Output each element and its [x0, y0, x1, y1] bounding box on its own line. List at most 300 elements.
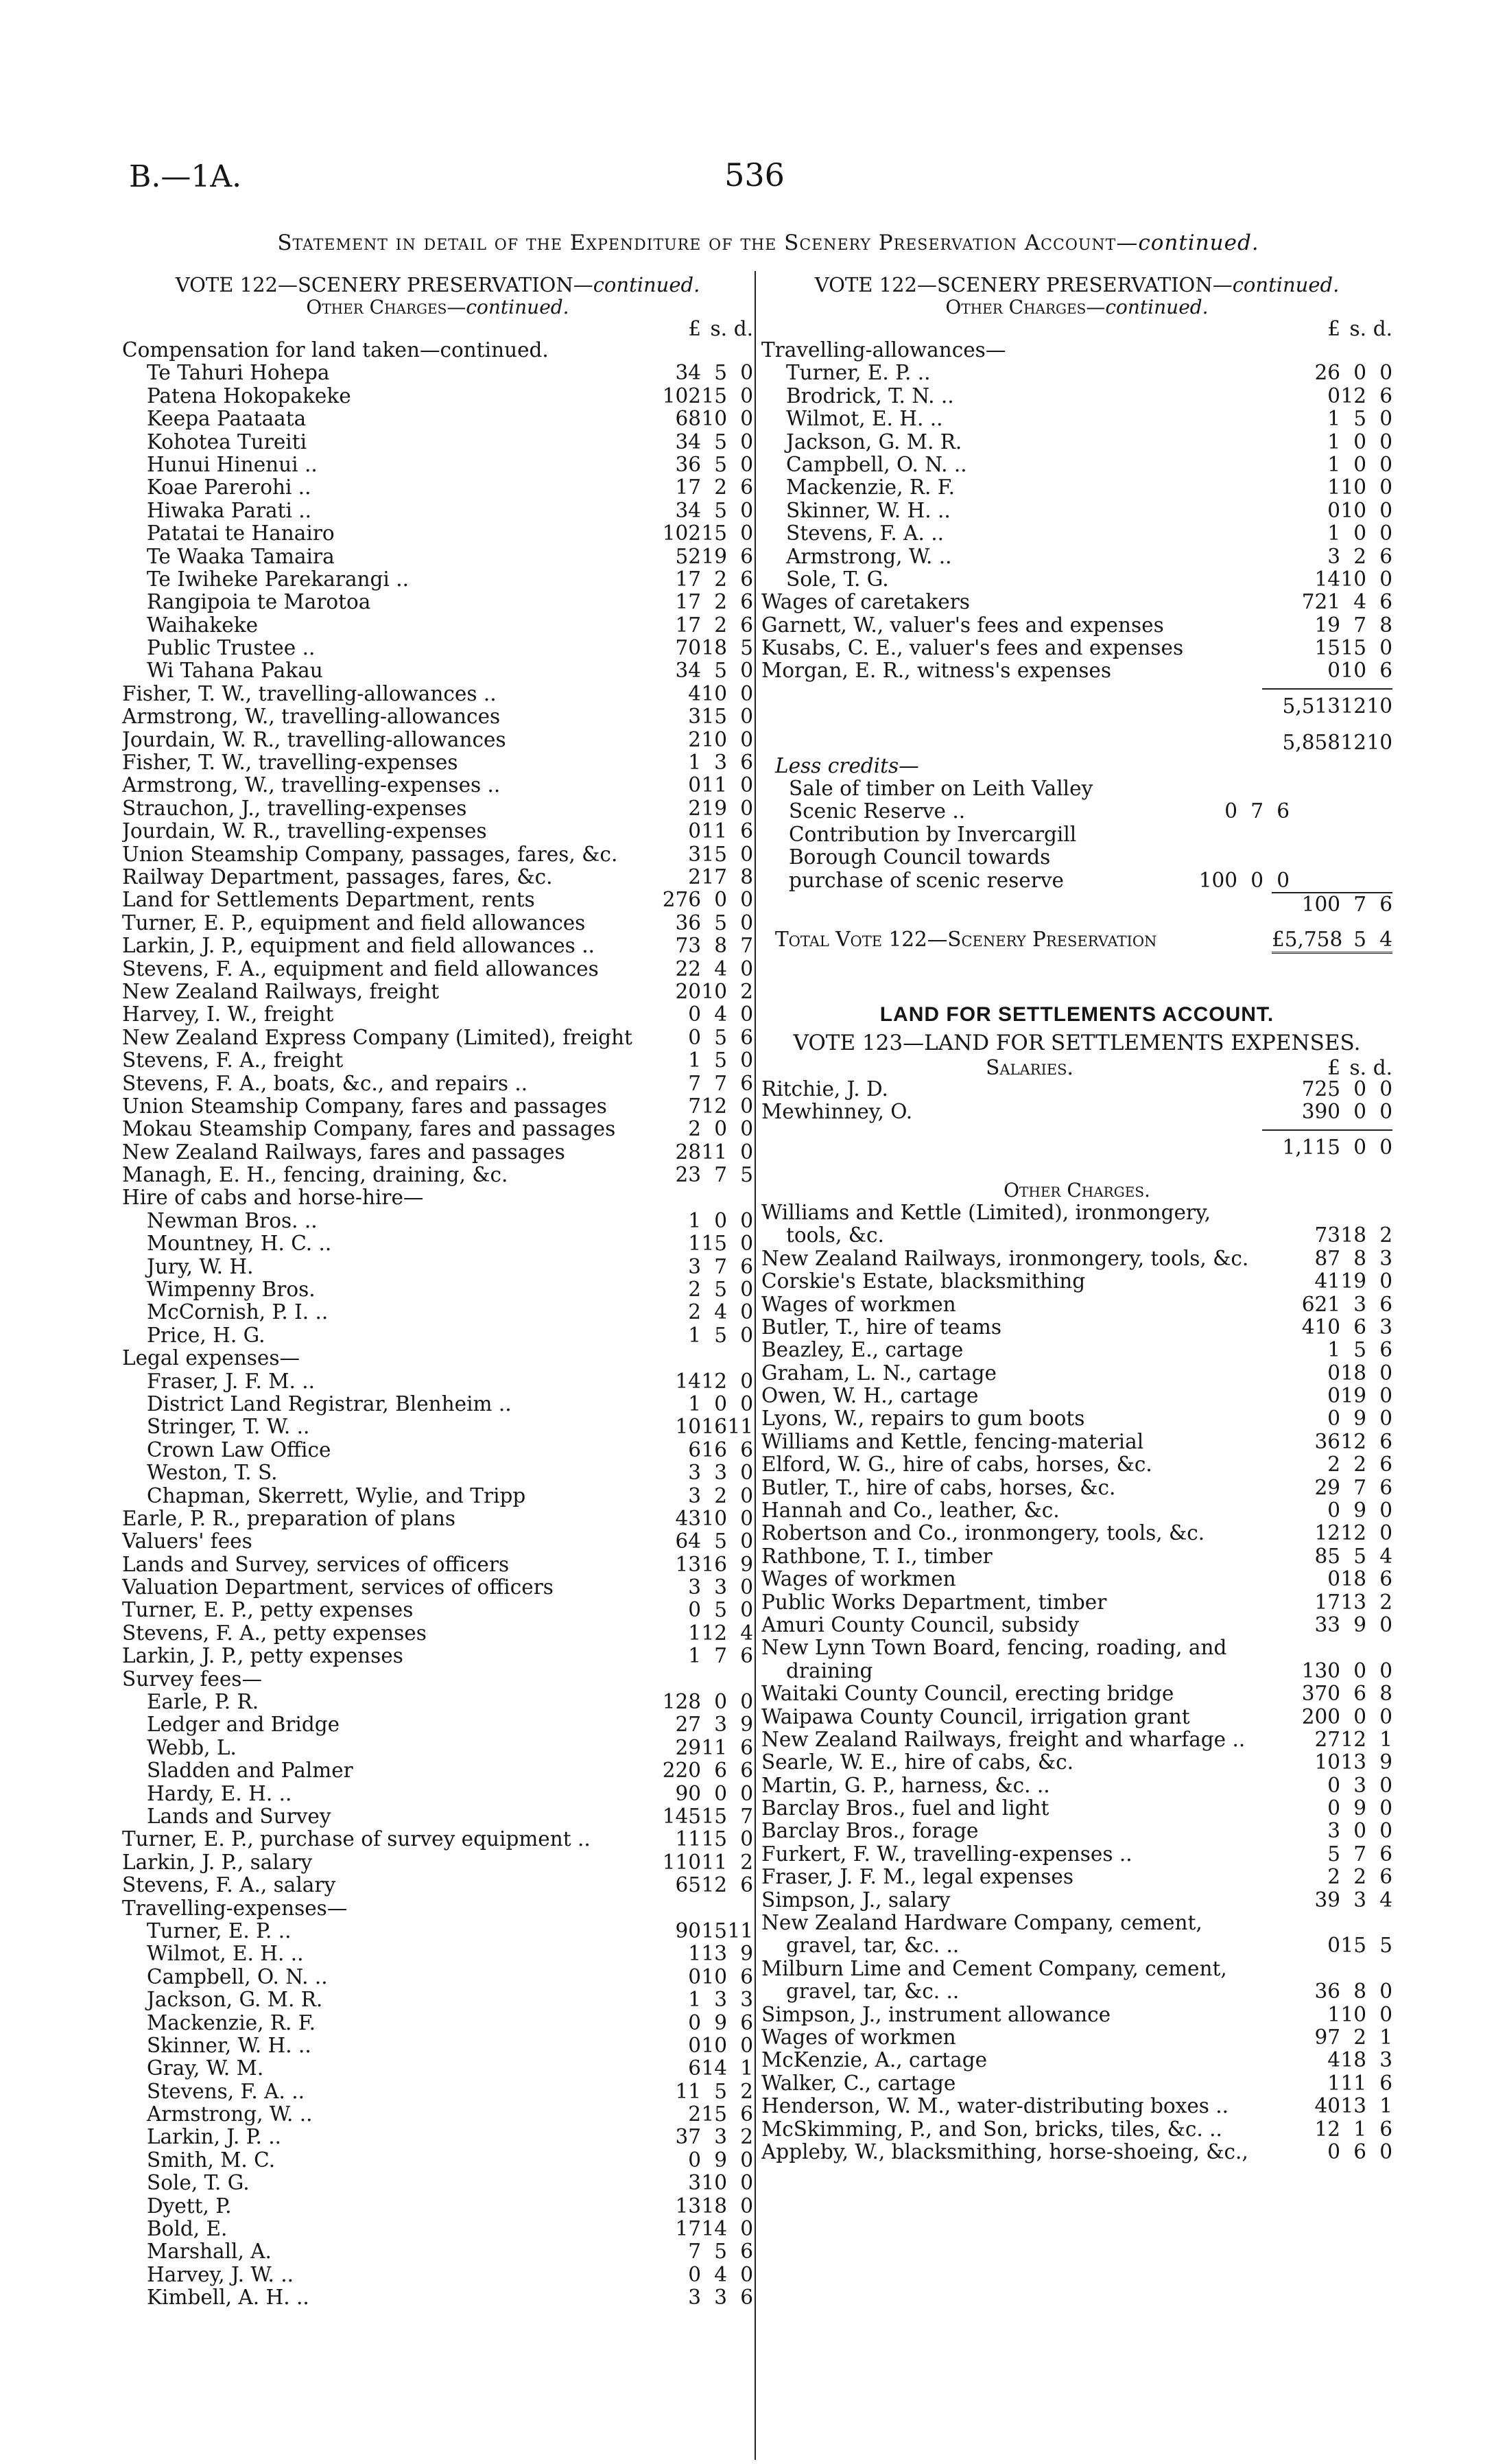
expenditure-row — [122, 2012, 753, 2034]
expenditure-label: Te Iwiheke Parekarangi .. — [147, 567, 410, 591]
expenditure-pounds: 110 — [662, 1850, 701, 1874]
expenditure-pounds: 0 — [688, 1025, 701, 1049]
land-charge-label: Walker, C., cartage — [761, 2072, 956, 2095]
expenditure-label: Bold, E. — [147, 2218, 228, 2241]
expenditure-label: Waihakeke — [147, 613, 259, 637]
expenditure-row — [761, 408, 1392, 430]
expenditure-row — [122, 1966, 753, 1988]
expenditure-label: Koae Parerohi .. — [147, 476, 311, 500]
land-charge-pounds: 2 — [1327, 1865, 1340, 1889]
expenditure-pence: 3 — [740, 1988, 753, 2012]
land-charge-row — [761, 1568, 1392, 1591]
credit-label: Scenic Reserve .. — [789, 800, 966, 823]
credit-label: purchase of scenic reserve — [789, 869, 1064, 892]
expenditure-pence: 6 — [740, 1071, 753, 1095]
expenditure-row — [122, 705, 753, 728]
expenditure-pounds: 6 — [688, 2056, 701, 2080]
expenditure-label: Larkin, J. P. .. — [147, 2126, 282, 2149]
expenditure-pounds: 145 — [662, 1805, 701, 1828]
land-charge-pence: 0 — [1379, 1521, 1392, 1545]
expenditure-pounds: 65 — [675, 1873, 701, 1897]
land-charge-row — [761, 1270, 1392, 1293]
land-charge-pence: 3 — [1379, 1246, 1392, 1270]
land-charge-pence: 6 — [1379, 1338, 1392, 1362]
expenditure-label: Harvey, J. W. .. — [147, 2263, 294, 2286]
expenditure-row — [761, 500, 1392, 522]
expenditure-row — [122, 2218, 753, 2240]
expenditure-pounds: 3 — [688, 2286, 701, 2310]
expenditure-pounds: 3 — [688, 1254, 701, 1278]
land-charge-label: Lyons, W., repairs to gum boots — [761, 1407, 1085, 1431]
expenditure-pence: 6 — [740, 476, 753, 500]
expenditure-shillings: 0 — [714, 1208, 727, 1232]
expenditure-pence: 6 — [740, 751, 753, 775]
expenditure-row — [122, 1783, 753, 1805]
subtotal-pence: 10 — [1366, 694, 1392, 718]
expenditure-row — [122, 1530, 753, 1553]
land-charge-row — [761, 1339, 1392, 1361]
expenditure-row — [122, 1118, 753, 1140]
expenditure-pence: 0 — [1379, 636, 1392, 660]
land-charge-label: Butler, T., hire of cabs, horses, &c. — [761, 1476, 1116, 1499]
right-vote-title: VOTE 122—SCENERY PRESERVATION — [814, 273, 1213, 296]
land-charge-row — [761, 1843, 1392, 1866]
salary-label: Ritchie, J. D. — [761, 1077, 888, 1101]
expenditure-pence: 6 — [740, 2286, 753, 2310]
land-charge-pounds: 27 — [1314, 1727, 1340, 1751]
left-rows — [122, 339, 753, 2310]
vote-total-pounds: £5,758 — [1272, 928, 1343, 952]
land-charge-pence: 0 — [1379, 1658, 1392, 1682]
land-charge-pounds: 0 — [1327, 1796, 1340, 1820]
land-charge-pounds: 85 — [1314, 1544, 1340, 1568]
expenditure-pence: 6 — [740, 1254, 753, 1278]
expenditure-shillings: 12 — [701, 1369, 727, 1393]
expenditure-pence: 0 — [740, 1781, 753, 1805]
expenditure-shillings: 12 — [701, 1621, 727, 1645]
expenditure-label: Mokau Steamship Company, fares and passages — [122, 1118, 616, 1141]
expenditure-row — [122, 1232, 753, 1255]
expenditure-pounds: 6 — [688, 1438, 701, 1462]
land-charge-label: New Lynn Town Board, fencing, roading, and — [761, 1636, 1227, 1660]
land-charge-shillings: 9 — [1353, 1612, 1366, 1636]
expenditure-pence: 6 — [740, 590, 753, 614]
land-charge-row — [761, 1636, 1392, 1659]
expenditure-pounds: 90 — [675, 1781, 701, 1805]
expenditure-label: Compensation for land taken—continued. — [122, 339, 549, 362]
credits-total-pounds: 100 — [1301, 892, 1340, 916]
right-shillings-header: s. — [1349, 317, 1366, 340]
land-charge-row — [761, 1316, 1392, 1339]
land-charge-pence: 0 — [1379, 1980, 1392, 2004]
land-charge-pence: 0 — [1379, 1407, 1392, 1431]
salary-pence: 0 — [1379, 1077, 1392, 1101]
expenditure-pence: 8 — [1379, 613, 1392, 637]
expenditure-pounds: 17 — [675, 2217, 701, 2241]
land-charge-label: Waitaki County Council, erecting bridge — [761, 1682, 1174, 1706]
land-pounds-header: £ — [1327, 1055, 1340, 1079]
expenditure-pence: 6 — [740, 2240, 753, 2264]
credit-pence: 0 — [1277, 868, 1290, 892]
expenditure-label: New Zealand Railways, fares and passages — [122, 1140, 565, 1164]
expenditure-pounds: 102 — [662, 521, 701, 545]
expenditure-shillings: 10 — [701, 2171, 727, 2195]
land-charge-pence: 6 — [1379, 1865, 1392, 1889]
expenditure-label: Harvey, I. W., freight — [122, 1003, 334, 1026]
expenditure-pounds: 27 — [675, 1713, 701, 1737]
land-charge-label: Furkert, F. W., travelling-expenses .. — [761, 1842, 1132, 1866]
expenditure-pence: 0 — [740, 773, 753, 797]
gross-shillings: 12 — [1340, 731, 1366, 755]
expenditure-pence: 4 — [740, 1621, 753, 1645]
expenditure-pence: 0 — [740, 452, 753, 476]
expenditure-pence: 9 — [740, 1942, 753, 1966]
left-vote-heading — [122, 273, 753, 296]
land-charge-pounds: 36 — [1314, 1429, 1340, 1453]
land-charge-pence: 6 — [1379, 1475, 1392, 1499]
expenditure-label: Stevens, F. A., petty expenses — [122, 1621, 427, 1645]
expenditure-pence: 0 — [740, 1300, 753, 1324]
land-charge-pence: 4 — [1379, 1544, 1392, 1568]
expenditure-pounds: 1 — [688, 1621, 701, 1645]
expenditure-label: Turner, E. P., equipment and field allowances — [122, 911, 586, 935]
expenditure-label: Patatai te Hanairo — [147, 522, 335, 545]
expenditure-row — [122, 820, 753, 843]
land-charge-shillings: 0 — [1353, 1658, 1366, 1682]
expenditure-row — [122, 2034, 753, 2057]
expenditure-shillings: 9 — [714, 2148, 727, 2172]
expenditure-pence: 0 — [740, 2217, 753, 2241]
expenditure-row — [122, 751, 753, 774]
expenditure-shillings: 10 — [701, 681, 727, 705]
expenditure-pence: 11 — [727, 1919, 753, 1943]
expenditure-shillings: 14 — [701, 2056, 727, 2080]
land-charge-pounds: 97 — [1314, 2026, 1340, 2049]
expenditure-row — [122, 385, 753, 408]
expenditure-pounds: 1 — [1327, 452, 1340, 476]
expenditure-label: Mackenzie, R. F. — [786, 476, 956, 500]
expenditure-shillings: 2 — [714, 613, 727, 637]
land-charge-pounds: 0 — [1327, 1499, 1340, 1523]
expenditure-shillings: 0 — [1353, 521, 1366, 545]
land-charge-shillings: 1 — [1353, 2117, 1366, 2141]
land-charge-row — [761, 2026, 1392, 2049]
expenditure-row — [122, 2103, 753, 2126]
expenditure-pounds: 3 — [688, 1483, 701, 1507]
land-charge-row — [761, 1591, 1392, 1614]
expenditure-pounds: 29 — [675, 1735, 701, 1759]
salary-total-row — [761, 1136, 1392, 1159]
expenditure-pounds: 3 — [688, 842, 701, 866]
expenditure-pounds: 2 — [688, 1300, 701, 1324]
expenditure-shillings: 15 — [701, 1805, 727, 1828]
expenditure-pounds: 10 — [675, 1415, 701, 1439]
expenditure-pence: 2 — [740, 2125, 753, 2149]
expenditure-row — [122, 2286, 753, 2309]
expenditure-pounds: 36 — [675, 911, 701, 935]
expenditure-shillings: 12 — [1340, 384, 1366, 408]
expenditure-row — [761, 591, 1392, 613]
land-charge-shillings: 7 — [1353, 1475, 1366, 1499]
expenditure-shillings: 10 — [701, 1506, 727, 1530]
expenditure-label: Kusabs, C. E., valuer's fees and expenses — [761, 637, 1184, 660]
land-charge-pounds: 0 — [1327, 1773, 1340, 1797]
land-charge-label: Graham, L. N., cartage — [761, 1361, 997, 1385]
expenditure-row — [122, 1645, 753, 1667]
left-pence-header: d. — [733, 317, 753, 340]
land-charge-row — [761, 2095, 1392, 2117]
expenditure-pounds: 13 — [675, 2194, 701, 2218]
expenditure-shillings: 3 — [714, 1713, 727, 1737]
expenditure-pounds: 3 — [688, 1575, 701, 1599]
land-charge-shillings: 6 — [1353, 1315, 1366, 1339]
expenditure-pounds: 1 — [1327, 476, 1340, 500]
expenditure-row — [122, 1439, 753, 1462]
land-charge-row — [761, 1385, 1392, 1407]
land-charge-pounds: 39 — [1314, 1888, 1340, 1912]
expenditure-pounds: 37 — [675, 2125, 701, 2149]
expenditure-shillings: 15 — [701, 1827, 727, 1851]
land-charge-label: gravel, tar, &c. .. — [786, 1980, 960, 2004]
expenditure-shillings: 6 — [714, 1759, 727, 1783]
vote-total-pence: 4 — [1379, 928, 1392, 952]
expenditure-shillings: 16 — [701, 1552, 727, 1576]
expenditure-row — [122, 981, 753, 1003]
expenditure-pence: 0 — [740, 1483, 753, 1507]
expenditure-pounds: 0 — [1327, 659, 1340, 683]
land-charge-shillings: 6 — [1353, 2139, 1366, 2163]
land-charge-shillings: 3 — [1353, 1773, 1366, 1797]
expenditure-pence: 0 — [1379, 430, 1392, 454]
expenditure-pence: 0 — [740, 1392, 753, 1416]
subtotal-row — [761, 695, 1392, 718]
expenditure-row — [122, 1072, 753, 1095]
land-charge-shillings: 12 — [1340, 1727, 1366, 1751]
expenditure-pence: 5 — [740, 636, 753, 660]
expenditure-label: Chapman, Skerrett, Wylie, and Tripp — [147, 1484, 526, 1507]
expenditure-row — [122, 1759, 753, 1782]
expenditure-pence: 6 — [1379, 590, 1392, 614]
expenditure-pence: 0 — [740, 705, 753, 729]
expenditure-pence: 0 — [740, 1529, 753, 1553]
land-charge-pounds: 4 — [1327, 2048, 1340, 2072]
land-charge-label: Williams and Kettle (Limited), ironmongery, — [761, 1201, 1211, 1224]
expenditure-row — [122, 2057, 753, 2080]
expenditure-label: Patena Hokopakeke — [147, 384, 351, 408]
expenditure-row — [122, 1324, 753, 1347]
expenditure-row — [122, 659, 753, 682]
expenditure-label: Wi Tahana Pakau — [147, 659, 323, 683]
expenditure-pounds: 15 — [1314, 636, 1340, 660]
land-charge-pence: 2 — [1379, 1590, 1392, 1614]
expenditure-pounds: 14 — [1314, 567, 1340, 591]
expenditure-pence: 0 — [740, 727, 753, 751]
land-charge-label: Amuri County Council, subsidy — [761, 1613, 1080, 1636]
statement-title-cont: —continued. — [1116, 231, 1259, 255]
credit-row — [761, 777, 1392, 800]
credit-shillings: 0 — [1250, 868, 1263, 892]
land-charge-pounds: 5 — [1327, 1842, 1340, 1866]
land-charge-label: Hannah and Co., leather, &c. — [761, 1499, 1060, 1523]
expenditure-pence: 0 — [740, 1094, 753, 1118]
expenditure-label: Legal expenses— — [122, 1347, 300, 1370]
credit-row — [761, 846, 1392, 869]
expenditure-shillings: 3 — [714, 2125, 727, 2149]
expenditure-pounds: 52 — [675, 544, 701, 568]
expenditure-shillings: 5 — [714, 452, 727, 476]
expenditure-row — [122, 522, 753, 545]
expenditure-label: Keepa Paataata — [147, 408, 307, 431]
land-charge-label: Barclay Bros., fuel and light — [761, 1797, 1049, 1820]
expenditure-label: Crown Law Office — [147, 1438, 331, 1462]
expenditure-pounds: 0 — [688, 2033, 701, 2057]
land-charge-row — [761, 1247, 1392, 1270]
salary-total-pence: 0 — [1379, 1135, 1392, 1159]
expenditure-pounds: 20 — [675, 979, 701, 1003]
expenditure-shillings: 5 — [714, 1323, 727, 1347]
land-charge-pence: 1 — [1379, 1727, 1392, 1751]
expenditure-shillings: 4 — [1353, 590, 1366, 614]
expenditure-label: Jackson, G. M. R. — [786, 430, 962, 454]
expenditure-shillings: 7 — [714, 1071, 727, 1095]
salaries-label: Salaries. — [986, 1057, 1073, 1078]
expenditure-shillings: 0 — [714, 1117, 727, 1141]
land-charge-pence: 6 — [1379, 1453, 1392, 1477]
land-charge-shillings: 3 — [1353, 1292, 1366, 1316]
expenditure-label: Union Steamship Company, passages, fares, &c. — [122, 843, 618, 866]
land-charge-shillings: 18 — [1340, 2048, 1366, 2072]
expenditure-shillings: 15 — [701, 842, 727, 866]
expenditure-shillings: 0 — [1353, 452, 1366, 476]
land-charge-shillings: 8 — [1353, 1246, 1366, 1270]
expenditure-pounds: 1 — [688, 1644, 701, 1668]
land-charge-shillings: 19 — [1340, 1269, 1366, 1293]
right-column-headers — [761, 318, 1392, 339]
land-charge-shillings: 2 — [1353, 2026, 1366, 2049]
expenditure-row — [122, 797, 753, 820]
land-charge-pence: 0 — [1379, 1361, 1392, 1385]
expenditure-pounds: 23 — [675, 1163, 701, 1187]
expenditure-label: Rangipoia te Marotoa — [147, 591, 371, 614]
land-charge-shillings: 3 — [1353, 1888, 1366, 1912]
expenditure-row — [122, 1049, 753, 1072]
right-sub-cont: —continued. — [1086, 296, 1209, 318]
expenditure-pounds: 43 — [675, 1506, 701, 1530]
land-charge-shillings: 12 — [1340, 1429, 1366, 1453]
expenditure-pounds: 70 — [675, 636, 701, 660]
expenditure-row — [122, 1003, 753, 1026]
expenditure-row — [122, 1828, 753, 1851]
expenditure-row — [122, 1668, 753, 1691]
page-number: 536 — [724, 156, 785, 193]
expenditure-pence: 2 — [740, 2079, 753, 2103]
land-charge-shillings: 15 — [1340, 1934, 1366, 1958]
expenditure-pence: 0 — [740, 659, 753, 683]
expenditure-pounds: 17 — [675, 590, 701, 614]
expenditure-shillings: 15 — [701, 384, 727, 408]
expenditure-pence: 0 — [740, 1506, 753, 1530]
land-charge-row — [761, 1797, 1392, 1820]
land-charge-label: Owen, W. H., cartage — [761, 1385, 979, 1408]
expenditure-pence: 0 — [740, 842, 753, 866]
expenditure-label: Armstrong, W. .. — [147, 2103, 313, 2126]
credits-heading — [761, 755, 1392, 777]
expenditure-shillings: 4 — [714, 2262, 727, 2286]
expenditure-pence: 0 — [740, 1002, 753, 1026]
expenditure-pence: 0 — [740, 2148, 753, 2172]
expenditure-pounds: 0 — [688, 819, 701, 843]
expenditure-row — [122, 1713, 753, 1736]
expenditure-row — [122, 408, 753, 430]
expenditure-shillings: 12 — [701, 1873, 727, 1897]
land-charge-label: Rathbone, T. I., timber — [761, 1545, 993, 1568]
land-charge-label: Corskie's Estate, blacksmithing — [761, 1270, 1086, 1293]
land-charge-row — [761, 1224, 1392, 1247]
expenditure-label: Garnett, W., valuer's fees and expenses — [761, 613, 1164, 637]
land-charge-pounds: 0 — [1327, 1407, 1340, 1431]
land-rows — [761, 1201, 1392, 2163]
land-charge-pence: 0 — [1379, 2139, 1392, 2163]
salary-total-shillings: 0 — [1353, 1135, 1366, 1159]
land-charge-pounds: 12 — [1314, 2117, 1340, 2141]
expenditure-label: Hardy, E. H. .. — [147, 1782, 292, 1805]
expenditure-row — [761, 431, 1392, 454]
expenditure-shillings: 5 — [714, 1598, 727, 1622]
expenditure-row — [122, 614, 753, 637]
salaries-header — [761, 1057, 1392, 1078]
expenditure-shillings: 4 — [714, 1300, 727, 1324]
land-charge-pounds: 0 — [1327, 1361, 1340, 1385]
land-charge-row — [761, 1934, 1392, 1957]
expenditure-row — [122, 1301, 753, 1324]
expenditure-pence: 0 — [1379, 476, 1392, 500]
land-charge-label: Henderson, W. M., water-distributing boxes .. — [761, 2095, 1229, 2118]
expenditure-pounds: 28 — [675, 1140, 701, 1164]
expenditure-label: Larkin, J. P., petty expenses — [122, 1645, 403, 1668]
land-charge-pence: 6 — [1379, 2071, 1392, 2095]
expenditure-label: Earle, P. R., preparation of plans — [122, 1507, 455, 1530]
salary-rows — [761, 1078, 1392, 1124]
salary-shillings: 0 — [1353, 1100, 1366, 1124]
right-pounds-header: £ — [1327, 317, 1340, 340]
left-pounds-header: £ — [688, 317, 701, 340]
expenditure-pounds: 4 — [688, 681, 701, 705]
land-charge-pence: 4 — [1379, 1888, 1392, 1912]
land-charge-shillings: 18 — [1340, 1223, 1366, 1247]
left-vote-cont: —continued. — [573, 273, 700, 296]
expenditure-pence: 0 — [740, 2262, 753, 2286]
expenditure-pounds: 0 — [688, 773, 701, 797]
expenditure-pence: 7 — [740, 934, 753, 958]
expenditure-pounds: 17 — [675, 567, 701, 591]
expenditure-row — [122, 2195, 753, 2218]
expenditure-shillings: 10 — [701, 1964, 727, 1988]
expenditure-pounds: 64 — [675, 1529, 701, 1553]
expenditure-shillings: 5 — [714, 1529, 727, 1553]
land-charge-label: Barclay Bros., forage — [761, 1820, 979, 1843]
expenditure-label: Stringer, T. W. .. — [147, 1416, 310, 1439]
expenditure-pence: 0 — [740, 1117, 753, 1141]
expenditure-pence: 0 — [740, 521, 753, 545]
expenditure-row — [122, 1164, 753, 1186]
expenditure-label: Jourdain, W. R., travelling-expenses — [122, 820, 487, 843]
land-charge-pounds: 0 — [1327, 2139, 1340, 2163]
expenditure-label: Jury, W. H. — [147, 1255, 254, 1278]
expenditure-pounds: 17 — [675, 476, 701, 500]
expenditure-label: Armstrong, W. .. — [786, 545, 952, 568]
expenditure-pounds: 2 — [688, 2102, 701, 2126]
expenditure-row — [122, 1507, 753, 1530]
